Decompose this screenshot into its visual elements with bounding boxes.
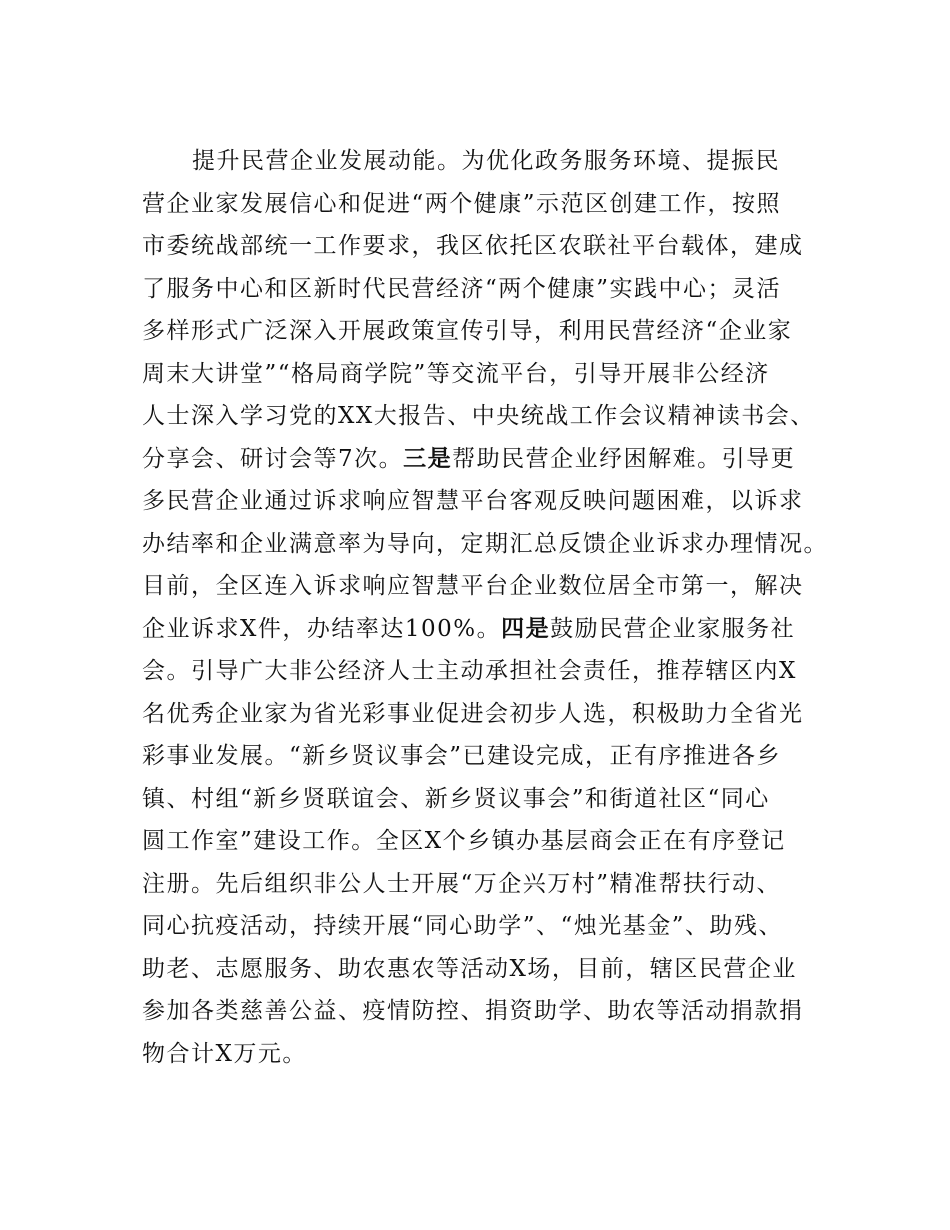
text-line: 多民营企业通过诉求响应智慧平台客观反映问题困难，以诉求 (142, 488, 804, 514)
text-run: 分享会、研讨会等7次。 (142, 445, 404, 472)
text-line: 营企业家发展信心和促进“两个健康”示范区创建工作，按照 (142, 190, 782, 217)
text-line: 物合计X万元。 (142, 1040, 307, 1067)
text-line: 同心抗疫活动，持续开展“同心助学”、“烛光基金”、助残、 (142, 913, 784, 939)
text-line: 市委统战部统一工作要求，我区依托区农联社平台载体，建成 (142, 233, 804, 259)
text-line: 助老、志愿服务、助农惠农等活动X场，目前，辖区民营企业 (142, 955, 797, 982)
text-line: 会。引导广大非公经济人士主动承担社会责任，推荐辖区内X (142, 658, 797, 684)
text-line: 目前，全区连入诉求响应智慧平台企业数位居全市第一，解决 (142, 573, 804, 599)
text-run: 帮助民营企业纾困解难。引导更 (452, 445, 796, 472)
text-line: 周末大讲堂”“格局商学院”等交流平台，引导开展非公经济 (142, 360, 770, 387)
text-line: 提升民营企业发展动能。为优化政务服务环境、提振民 (192, 148, 780, 174)
section-marker-four: 四是 (501, 614, 551, 642)
text-line: 多样形式广泛深入开展政策宣传引导，利用民营经济“企业家 (142, 318, 793, 344)
text-line (142, 608, 842, 651)
text-line: 镇、村组“新乡贤联谊会、新乡贤议事会”和街道社区“同心 (142, 785, 770, 812)
text-line: 彩事业发展。“新乡贤议事会”已建设完成，正有序推进各乡 (142, 743, 782, 769)
text-line: 参加各类慈善公益、疫情防控、捐资助学、助农等活动捐款捐 (142, 998, 804, 1024)
text-line: 注册。先后组织非公人士开展“万企兴万村”精准帮扶行动、 (142, 870, 782, 897)
body-paragraph (142, 140, 842, 1075)
text-line: 人士深入学习党的XX大报告、中央统战工作会议精神读书会、 (142, 403, 815, 429)
text-run: 企业诉求X件，办结率达100%。 (142, 615, 502, 642)
text-line (142, 438, 842, 481)
text-run: 鼓励民营企业家服务社 (550, 615, 796, 642)
text-line: 办结率和企业满意率为导向，定期汇总反馈企业诉求办理情况。 (142, 530, 828, 557)
text-line: 名优秀企业家为省光彩事业促进会初步人选，积极助力全省光 (142, 700, 804, 727)
text-line: 圆工作室”建设工作。全区X个乡镇办基层商会正在有序登记 (142, 828, 786, 854)
text-line: 了服务中心和区新时代民营经济“两个健康”实践中心；灵活 (142, 275, 782, 302)
section-marker-three: 三是 (403, 444, 453, 472)
